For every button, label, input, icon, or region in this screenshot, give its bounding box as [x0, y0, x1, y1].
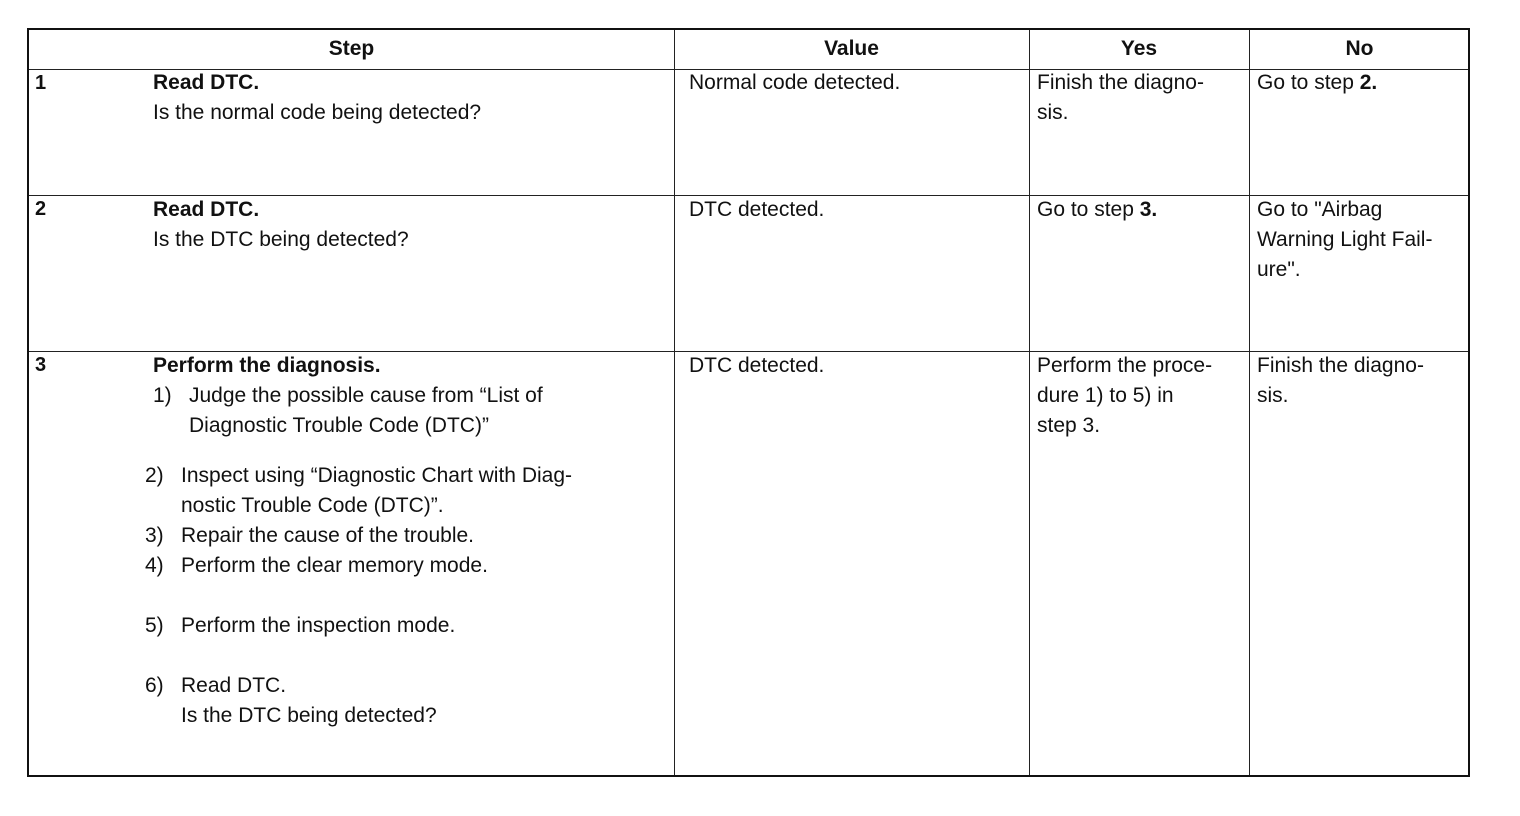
no-text: Go to step — [1257, 71, 1360, 94]
yes-line: dure 1) to 5) in — [1037, 384, 1174, 407]
yes-cell — [1037, 195, 1247, 225]
item-number: 1) — [153, 384, 172, 407]
step-description — [153, 68, 653, 128]
yes-cell — [1037, 68, 1247, 128]
step-title: Read DTC. — [153, 198, 260, 221]
step-description — [145, 351, 653, 731]
no-line: Go to "Airbag — [1257, 198, 1383, 221]
column-divider — [1029, 30, 1030, 775]
step-number: 3 — [35, 354, 47, 376]
value-cell: DTC detected. — [689, 354, 825, 377]
column-divider — [674, 30, 675, 775]
header-yes: Yes — [1120, 37, 1158, 60]
value-cell: DTC detected. — [689, 198, 825, 221]
no-line: sis. — [1257, 384, 1289, 407]
procedure-item — [145, 611, 653, 641]
item-line: Repair the cause of the trouble. — [181, 524, 475, 547]
procedure-item — [153, 381, 653, 441]
value-cell: Normal code detected. — [689, 71, 901, 94]
item-number: 6) — [145, 674, 164, 697]
no-cell — [1257, 351, 1467, 411]
item-number: 2) — [145, 464, 164, 487]
procedure-item — [145, 671, 653, 731]
no-step-ref: 2. — [1359, 71, 1378, 94]
column-divider — [1249, 30, 1250, 775]
item-line: Perform the clear memory mode. — [181, 554, 488, 577]
header-step: Step — [328, 37, 375, 60]
header-no: No — [1345, 37, 1374, 60]
yes-cell — [1037, 351, 1247, 441]
item-number: 3) — [145, 524, 164, 547]
procedure-item — [145, 461, 653, 521]
item-line: Is the DTC being detected? — [181, 704, 437, 727]
item-line: Inspect using “Diagnostic Chart with Diag- — [181, 464, 573, 487]
yes-step-ref: 3. — [1139, 198, 1158, 221]
yes-line: step 3. — [1037, 414, 1101, 437]
yes-line: Perform the proce- — [1037, 354, 1213, 377]
item-line: Diagnostic Trouble Code (DTC)” — [189, 414, 489, 437]
diagnostic-table — [27, 28, 1470, 777]
item-number: 5) — [145, 614, 164, 637]
no-line: Finish the diagno- — [1257, 354, 1424, 377]
no-line: ure". — [1257, 258, 1301, 281]
yes-text: Go to step — [1037, 198, 1140, 221]
item-number: 4) — [145, 554, 164, 577]
item-line: Read DTC. — [181, 674, 287, 697]
item-line: nostic Trouble Code (DTC)”. — [181, 494, 444, 517]
step-question: Is the normal code being detected? — [153, 101, 482, 124]
yes-line: Finish the diagno- — [1037, 71, 1204, 94]
procedure-item — [145, 521, 653, 551]
step-number: 1 — [35, 72, 47, 94]
no-cell — [1257, 68, 1467, 98]
step-title: Read DTC. — [153, 71, 260, 94]
step-number: 2 — [35, 198, 47, 220]
header-value: Value — [824, 37, 879, 60]
yes-line: sis. — [1037, 101, 1069, 124]
step-title: Perform the diagnosis. — [153, 354, 381, 377]
step-description — [153, 195, 653, 255]
no-cell — [1257, 195, 1467, 285]
step-question: Is the DTC being detected? — [153, 228, 409, 251]
item-line: Judge the possible cause from “List of — [189, 384, 543, 407]
no-line: Warning Light Fail- — [1257, 228, 1433, 251]
procedure-item — [145, 551, 653, 581]
item-line: Perform the inspection mode. — [181, 614, 456, 637]
